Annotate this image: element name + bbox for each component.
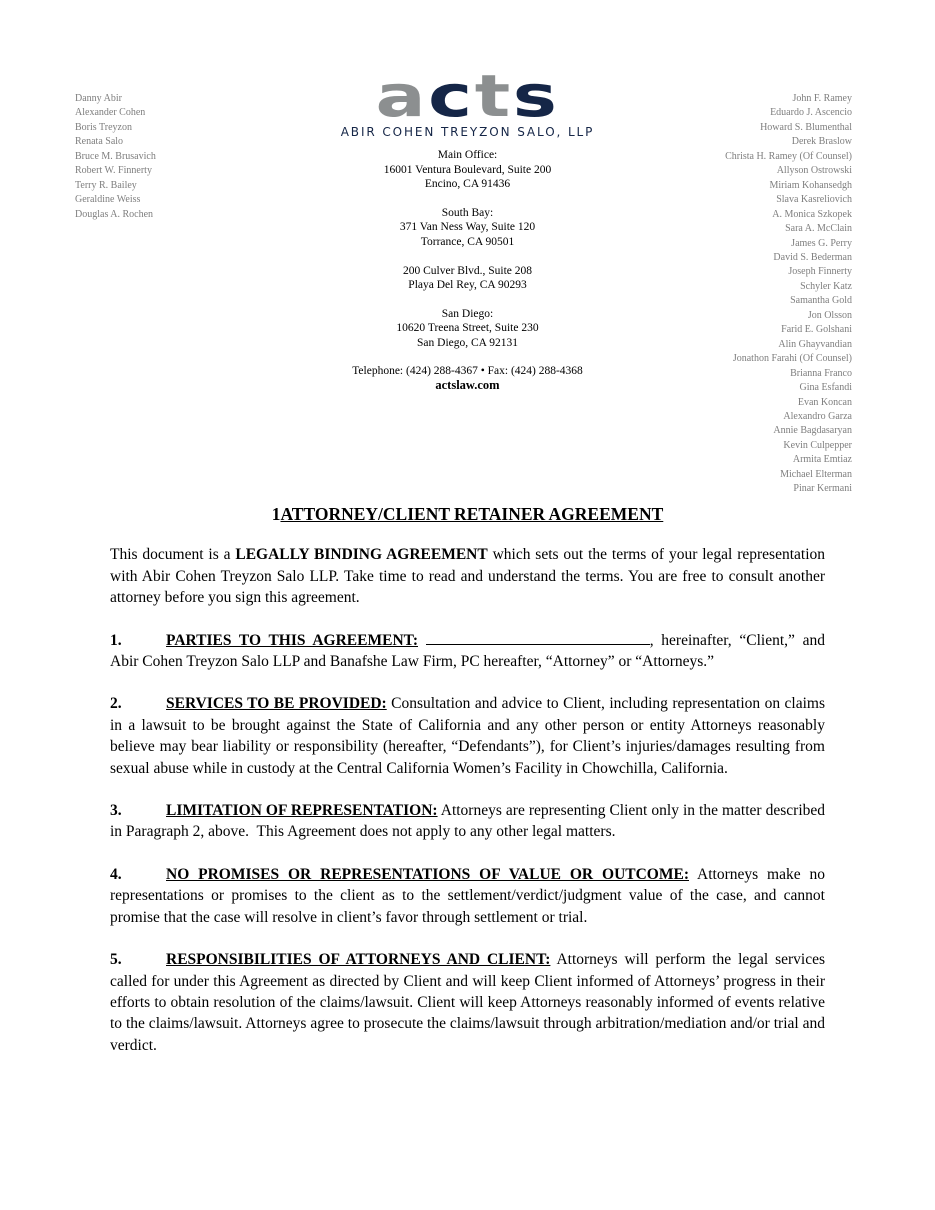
section-paragraph: 4. NO PROMISES OR REPRESENTATIONS OF VALUE OR OUTCOME: Attorneys make no representations or promises to the client as to the settlement/verdict/judgment value of the case, and cannot promise that the case will resolve in client’s favor through settlement or trial. [110,865,826,926]
section-number: 1. [110,631,122,649]
attorney-name: Michael Elterman [780,468,852,480]
office-address-line: Playa Del Rey, CA 90293 [408,279,527,292]
attorney-name: Schyler Katz [800,280,852,292]
attorney-name: Allyson Ostrowski [776,165,852,177]
logo-letter: c [428,62,475,130]
attorney-name: Brianna Franco [790,367,852,379]
attorney-name: Joseph Finnerty [788,266,852,278]
attorney-name: Douglas A. Rochen [75,208,154,220]
attorney-name: Jonathon Farahi (Of Counsel) [732,353,852,365]
section-number: 5. [110,951,122,969]
section-number: 2. [110,695,122,713]
section-number: 4. [110,865,122,883]
website-text: actslaw.com [435,377,500,392]
section-heading: SERVICES TO BE PROVIDED: [166,695,387,713]
intro-paragraph [110,544,825,608]
office-address-line: 10620 Treena Street, Suite 230 [396,322,539,335]
logo-letter: a [375,62,429,130]
office-address-line: 16001 Ventura Boulevard, Suite 200 [383,163,552,176]
office-label: San Diego: [441,307,494,320]
section-heading: RESPONSIBILITIES OF ATTORNEYS AND CLIENT: [166,951,551,969]
attorney-name: Miriam Kohansedgh [769,179,852,191]
attorney-name: Slava Kasreliovich [776,194,852,206]
attorney-name: David S. Bederman [773,251,852,263]
office-address-line: 200 Culver Blvd., Suite 208 [402,264,533,277]
attorney-name: James G. Perry [791,237,852,249]
document-body [110,504,825,1077]
document-title [110,504,825,525]
attorney-name: Evan Koncan [797,396,852,408]
attorney-name: Robert W. Finnerty [75,165,152,177]
attorney-name: Christa H. Ramey (Of Counsel) [725,150,852,162]
attorneys-right-column [725,92,852,497]
intro-bold: LEGALLY BINDING AGREEMENT [235,546,488,564]
attorney-name: Gina Esfandi [799,382,852,394]
intro-post: which sets out the terms of your legal representation with Abir Cohen Treyzon Salo LLP. Take time to read and understand the terms. You are free to consult another attorney before you sign this agreement. [110,546,826,607]
logo-letter: s [512,62,560,130]
attorney-name: Derek Braslow [791,136,852,148]
attorney-name: Farid E. Golshani [781,324,852,336]
section-paragraph: 5. RESPONSIBILITIES OF ATTORNEYS AND CLIENT: Attorneys will perform the legal services called for under this Agreement as directed by Client and will keep Client informed of Attorneys’ progress in their efforts to obtain resolution of the claims/lawsuit. Client will keep Attorneys reasonably informed of events relative to the claims/lawsuit. Attorneys agree to prosecute the claims/lawsuit through arbitration/mediation and/or trial and verdict. [110,951,825,1054]
attorney-name: Alexander Cohen [75,107,146,119]
section-paragraph: 1. PARTIES TO THIS AGREEMENT: , hereinafter, “Client,” and Abir Cohen Treyzon Salo LLP and Banafshe Law Firm, PC hereafter, “Attorney” or “Attorneys.” [110,631,825,671]
attorney-name: Annie Bagdasaryan [773,425,852,437]
attorney-name: Samantha Gold [790,295,852,307]
attorney-name: Boris Treyzon [75,121,132,133]
sections-container [110,630,825,1057]
attorney-name: Renata Salo [75,136,124,148]
attorney-name: Jon Olsson [807,309,852,321]
section-heading: NO PROMISES OR REPRESENTATIONS OF VALUE OR OUTCOME: [166,865,689,883]
section-number: 3. [110,802,122,820]
attorney-name: A. Monica Szkopek [772,208,852,220]
logo-letter: t [474,62,513,130]
office-address-line: Torrance, CA 90501 [420,235,515,248]
attorney-name: Howard S. Blumenthal [760,121,852,133]
contact-line: Telephone: (424) 288-4367 • Fax: (424) 288-4368 [352,364,583,377]
section-heading: LIMITATION OF REPRESENTATION: [166,802,438,820]
attorney-name: Geraldine Weiss [75,194,141,206]
title-text: ATTORNEY/CLIENT RETAINER AGREEMENT [280,504,664,524]
office-address-line: San Diego, CA 92131 [417,336,518,349]
office-address-line: Encino, CA 91436 [424,178,511,191]
client-name-blank-line [426,632,650,645]
attorney-name: Alexandro Garza [783,410,852,422]
attorney-name: Kevin Culpepper [783,439,852,451]
section-paragraph: 2. SERVICES TO BE PROVIDED: Consultation and advice to Client, including representation on claims in a lawsuit to be brought against the State of California and any other person or entity Attorneys reasonably believe may bear liability or responsibility (hereafter, “Defendants”), for Client’s injuries/damages resulting from sexual abuse while in custody at the Central California Women’s Facility in Chowchilla, California. [110,695,825,777]
attorney-name: Terry R. Bailey [75,179,137,191]
attorney-name: Bruce M. Brusavich [75,150,156,162]
section-heading: PARTIES TO THIS AGREEMENT: [166,631,418,649]
office-label: Main Office: [437,149,498,161]
section-paragraph: 3. LIMITATION OF REPRESENTATION: Attorneys are representing Client only in the matter described in Paragraph 2, above. This Agreement does not apply to any other legal matters. [110,802,825,841]
attorney-name: Armita Emtiaz [792,454,852,466]
firm-name-tagline: ABIR COHEN TREYZON SALO, LLP [340,125,595,139]
title-prefix: 1 [271,504,281,524]
attorney-name: John F. Ramey [792,93,852,104]
attorney-name: Alin Ghayvandian [778,338,852,350]
attorney-name: Pinar Kermani [793,483,852,495]
office-address-line: 371 Van Ness Way, Suite 120 [399,221,536,234]
intro-pre: This document is a [110,546,236,564]
office-label: South Bay: [441,206,494,219]
attorney-name: Danny Abir [75,93,122,104]
attorney-name: Eduardo J. Ascencio [770,107,852,119]
attorney-name: Sara A. McClain [785,223,852,235]
